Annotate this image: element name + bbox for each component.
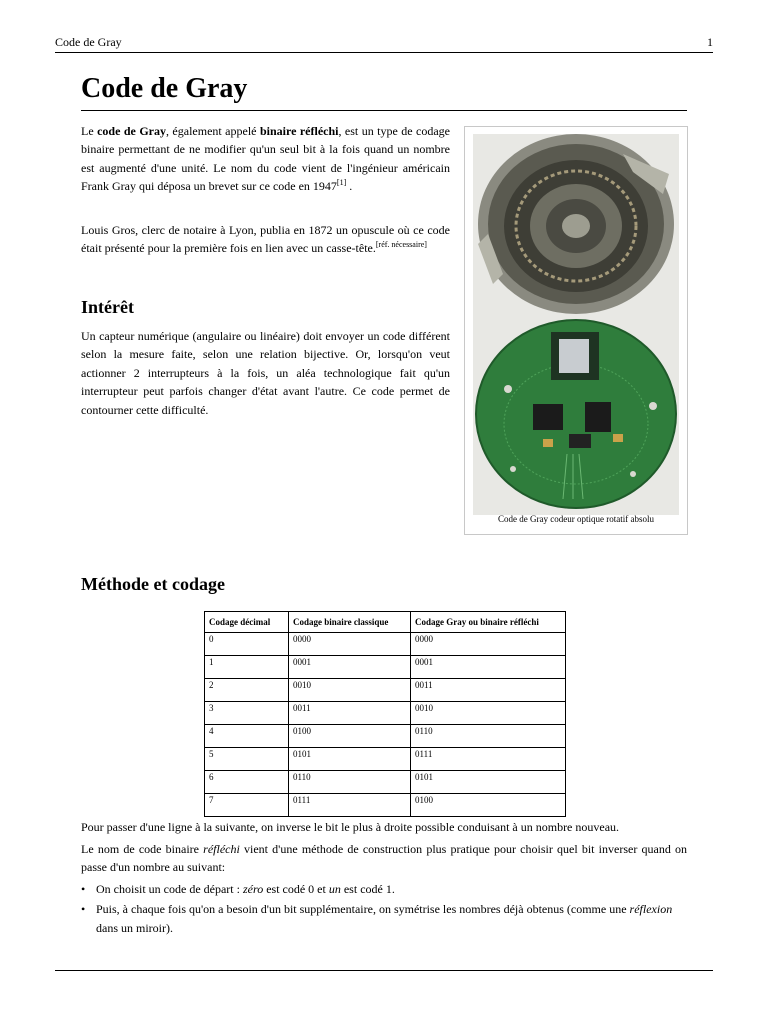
text-run: , est un type de codage binaire permettant de ne modifier qu'un seul bit à la fois quand un nombre est augmenté d'une unité. Le nom du code vient de l'ingénieur américain Frank Gray qui déposa un brevet sur ce code en 1947	[81, 124, 450, 194]
table-cell: 0100	[411, 794, 566, 817]
table-header-row	[205, 612, 566, 633]
table-cell: 0000	[289, 633, 411, 656]
table-cell: 0010	[289, 679, 411, 702]
table-row	[205, 702, 566, 725]
figure-caption: Code de Gray codeur optique rotatif absolu	[498, 514, 654, 524]
section-heading-interet: Intérêt	[81, 297, 134, 317]
intro-paragraph-2	[81, 221, 450, 258]
table-cell: 0011	[411, 679, 566, 702]
text-run: vient d'une méthode de construction plus pratique pour choisir quel bit inverser quand on passe d'un nombre au suivant:	[81, 842, 687, 875]
italic-term: réfléchi	[203, 842, 240, 856]
text-run: Louis Gros, clerc de notaire à Lyon, publia en 1872 un opuscule où ce code était présenté pour la première fois en lien avec un casse-tête.	[81, 223, 450, 256]
italic-term: zéro	[242, 882, 264, 896]
table-cell: 0001	[289, 656, 411, 679]
table-cell: 4	[205, 725, 289, 748]
interet-paragraph: Un capteur numérique (angulaire ou linéaire) doit envoyer un code différent selon la mesure faite, selon une relation bijective. Or, lorsqu'on veut actionner 2 interrupteurs à la fois, un aléa technologique fait qu'un interrupteur peut parfois changer d'état avant l'autre. Ce code permet de contourner cette difficulté.	[81, 329, 450, 417]
page-number: 1	[707, 35, 713, 49]
page-title: Code de Gray	[81, 74, 687, 111]
table-row	[205, 656, 566, 679]
citation-needed-link[interactable]: [réf. nécessaire]	[375, 240, 427, 250]
column-header: Codage binaire classique	[289, 612, 411, 633]
text-run: , également appelé	[165, 124, 260, 138]
table-row	[205, 771, 566, 794]
table-cell: 7	[205, 794, 289, 817]
figure-box	[464, 126, 688, 535]
table-cell: 6	[205, 771, 289, 794]
footer-rule	[55, 970, 713, 971]
table-cell: 0100	[289, 725, 411, 748]
table-cell: 1	[205, 656, 289, 679]
table-row	[205, 679, 566, 702]
table-cell: 3	[205, 702, 289, 725]
reference-link[interactable]: [1]	[336, 178, 347, 188]
column-header: Codage décimal	[205, 612, 289, 633]
text-run: Le	[81, 124, 98, 138]
text-run: .	[346, 179, 353, 194]
text-run: On choisit un code de départ :	[96, 882, 243, 896]
table-cell: 0001	[411, 656, 566, 679]
table-cell: 0110	[289, 771, 411, 794]
methode-paragraph-2	[81, 840, 687, 877]
intro-paragraph-1	[81, 122, 450, 196]
italic-term: un	[328, 882, 341, 896]
construction-steps-list	[81, 880, 687, 939]
running-header	[55, 34, 713, 53]
table-cell: 0	[205, 633, 289, 656]
section-heading-methode: Méthode et codage	[81, 574, 225, 594]
table-cell: 0101	[411, 771, 566, 794]
text-run: dans un miroir).	[96, 920, 173, 935]
italic-term: réflexion	[629, 902, 673, 917]
text-run: est codé 0 et	[263, 882, 329, 896]
methode-paragraph-1: Pour passer d'une ligne à la suivante, on inverse le bit le plus à droite possible conduisant à un nombre nouveau.	[81, 820, 620, 834]
table-cell: 0101	[289, 748, 411, 771]
text-run: Puis, à chaque fois qu'on a besoin d'un bit supplémentaire, on symétrise les nombres déjà obtenus (comme une	[96, 902, 630, 917]
table-row	[205, 633, 566, 656]
table-row	[205, 794, 566, 817]
list-item	[81, 880, 687, 898]
table-row	[205, 748, 566, 771]
table-cell: 0111	[411, 748, 566, 771]
table-cell: 0110	[411, 725, 566, 748]
gray-code-table	[204, 611, 566, 817]
table-cell: 0011	[289, 702, 411, 725]
table-cell: 0111	[289, 794, 411, 817]
table-cell: 2	[205, 679, 289, 702]
text-run: est codé 1.	[340, 882, 395, 896]
table-cell: 0010	[411, 702, 566, 725]
text-run: Le nom de code binaire	[81, 842, 204, 856]
table-row	[205, 725, 566, 748]
running-title: Code de Gray	[55, 35, 122, 49]
optical-rotary-encoder-photo	[473, 134, 679, 515]
table-cell: 0000	[411, 633, 566, 656]
table-cell: 5	[205, 748, 289, 771]
column-header: Codage Gray ou binaire réfléchi	[411, 612, 566, 633]
list-item	[81, 900, 687, 937]
bold-term: binaire réfléchi	[259, 124, 339, 138]
bold-term: code de Gray	[97, 124, 166, 138]
